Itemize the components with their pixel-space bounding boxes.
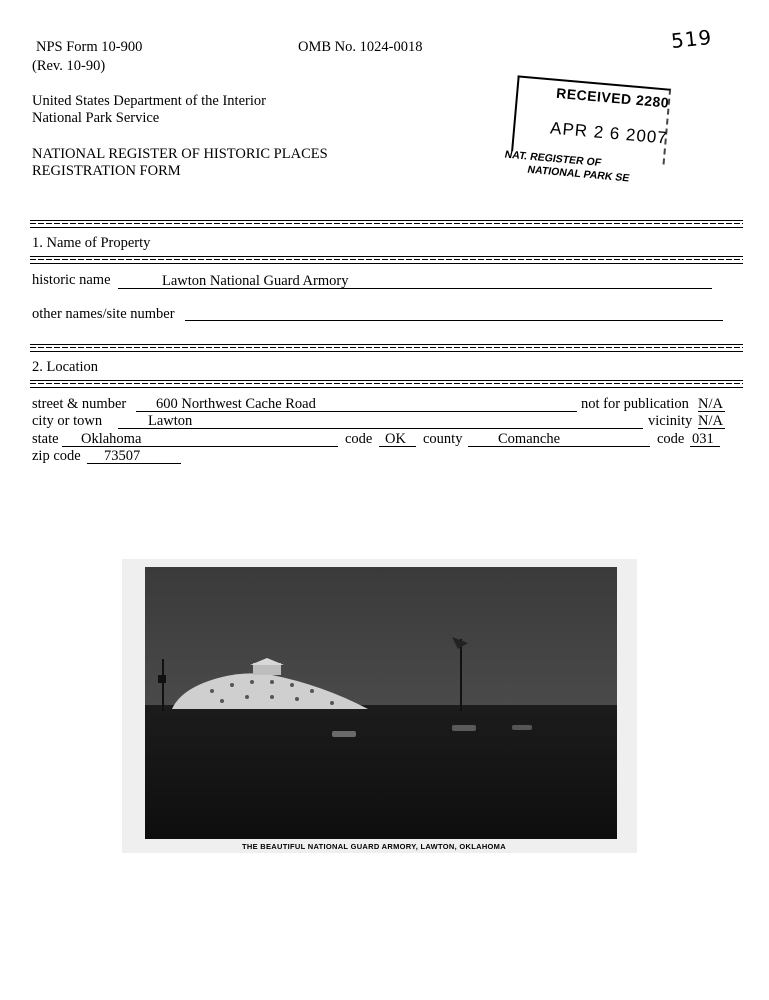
city-label: city or town xyxy=(32,413,103,429)
section2-heading: 2. Location xyxy=(32,359,99,375)
section1-heading: 1. Name of Property xyxy=(32,235,151,251)
city-value: Lawton xyxy=(148,413,193,429)
historic-name-label: historic name xyxy=(32,272,111,288)
city-field[interactable] xyxy=(118,412,643,429)
form-title-line1: NATIONAL REGISTER OF HISTORIC PLACES xyxy=(32,146,328,162)
street-label: street & number xyxy=(32,396,127,412)
zip-field[interactable] xyxy=(87,447,181,464)
stamp-register: NAT. REGISTER OF xyxy=(503,148,603,169)
separator-line xyxy=(30,256,743,264)
handwritten-number: 519 xyxy=(669,24,714,54)
county-code-value: 031 xyxy=(692,431,714,447)
county-value: Comanche xyxy=(498,431,561,447)
county-label: county xyxy=(423,431,463,447)
form-title-line2: REGISTRATION FORM xyxy=(32,163,181,179)
other-names-label: other names/site number xyxy=(32,306,175,322)
street-field[interactable] xyxy=(136,395,577,412)
separator-line xyxy=(30,344,743,352)
not-for-publication-field[interactable] xyxy=(698,395,725,412)
state-code-label: code xyxy=(345,431,373,447)
other-names-field[interactable] xyxy=(185,304,723,321)
armory-photograph xyxy=(122,559,637,853)
vicinity-value: N/A xyxy=(698,413,723,429)
stamp-received: RECEIVED 2280 xyxy=(555,84,670,111)
light-pole xyxy=(162,659,164,711)
photo-image xyxy=(122,559,637,853)
vicinity-field[interactable] xyxy=(698,412,725,429)
county-code-field[interactable] xyxy=(690,430,720,447)
form-number: NPS Form 10-900 xyxy=(36,39,143,55)
flag-pole xyxy=(460,639,462,711)
county-field[interactable] xyxy=(468,430,650,447)
form-revision: (Rev. 10-90) xyxy=(32,58,106,74)
received-stamp xyxy=(501,71,682,196)
photo-caption: THE BEAUTIFUL NATIONAL GUARD ARMORY, LAWTON, OKLAHOMA xyxy=(242,842,506,851)
separator-line xyxy=(30,380,743,388)
state-code-value: OK xyxy=(385,431,406,447)
omb-number: OMB No. 1024-0018 xyxy=(298,39,423,55)
service: National Park Service xyxy=(32,110,160,126)
county-code-label: code xyxy=(657,431,685,447)
not-for-publication-value: N/A xyxy=(698,396,723,412)
state-code-field[interactable] xyxy=(379,430,416,447)
not-for-publication-label: not for publication xyxy=(581,396,689,412)
zip-value: 73507 xyxy=(104,448,141,464)
street-value: 600 Northwest Cache Road xyxy=(156,396,316,412)
department: United States Department of the Interior xyxy=(32,93,266,109)
vicinity-label: vicinity xyxy=(648,413,693,429)
stamp-date: APR 2 6 2007 xyxy=(549,118,669,148)
separator-line xyxy=(30,220,743,228)
historic-name-field[interactable] xyxy=(118,272,712,289)
state-label: state xyxy=(32,431,59,447)
state-value: Oklahoma xyxy=(81,431,142,447)
state-field[interactable] xyxy=(62,430,338,447)
zip-label: zip code xyxy=(32,448,81,464)
historic-name-value: Lawton National Guard Armory xyxy=(162,273,349,289)
ground xyxy=(145,705,617,839)
stamp-park-service: NATIONAL PARK SE xyxy=(526,163,631,185)
